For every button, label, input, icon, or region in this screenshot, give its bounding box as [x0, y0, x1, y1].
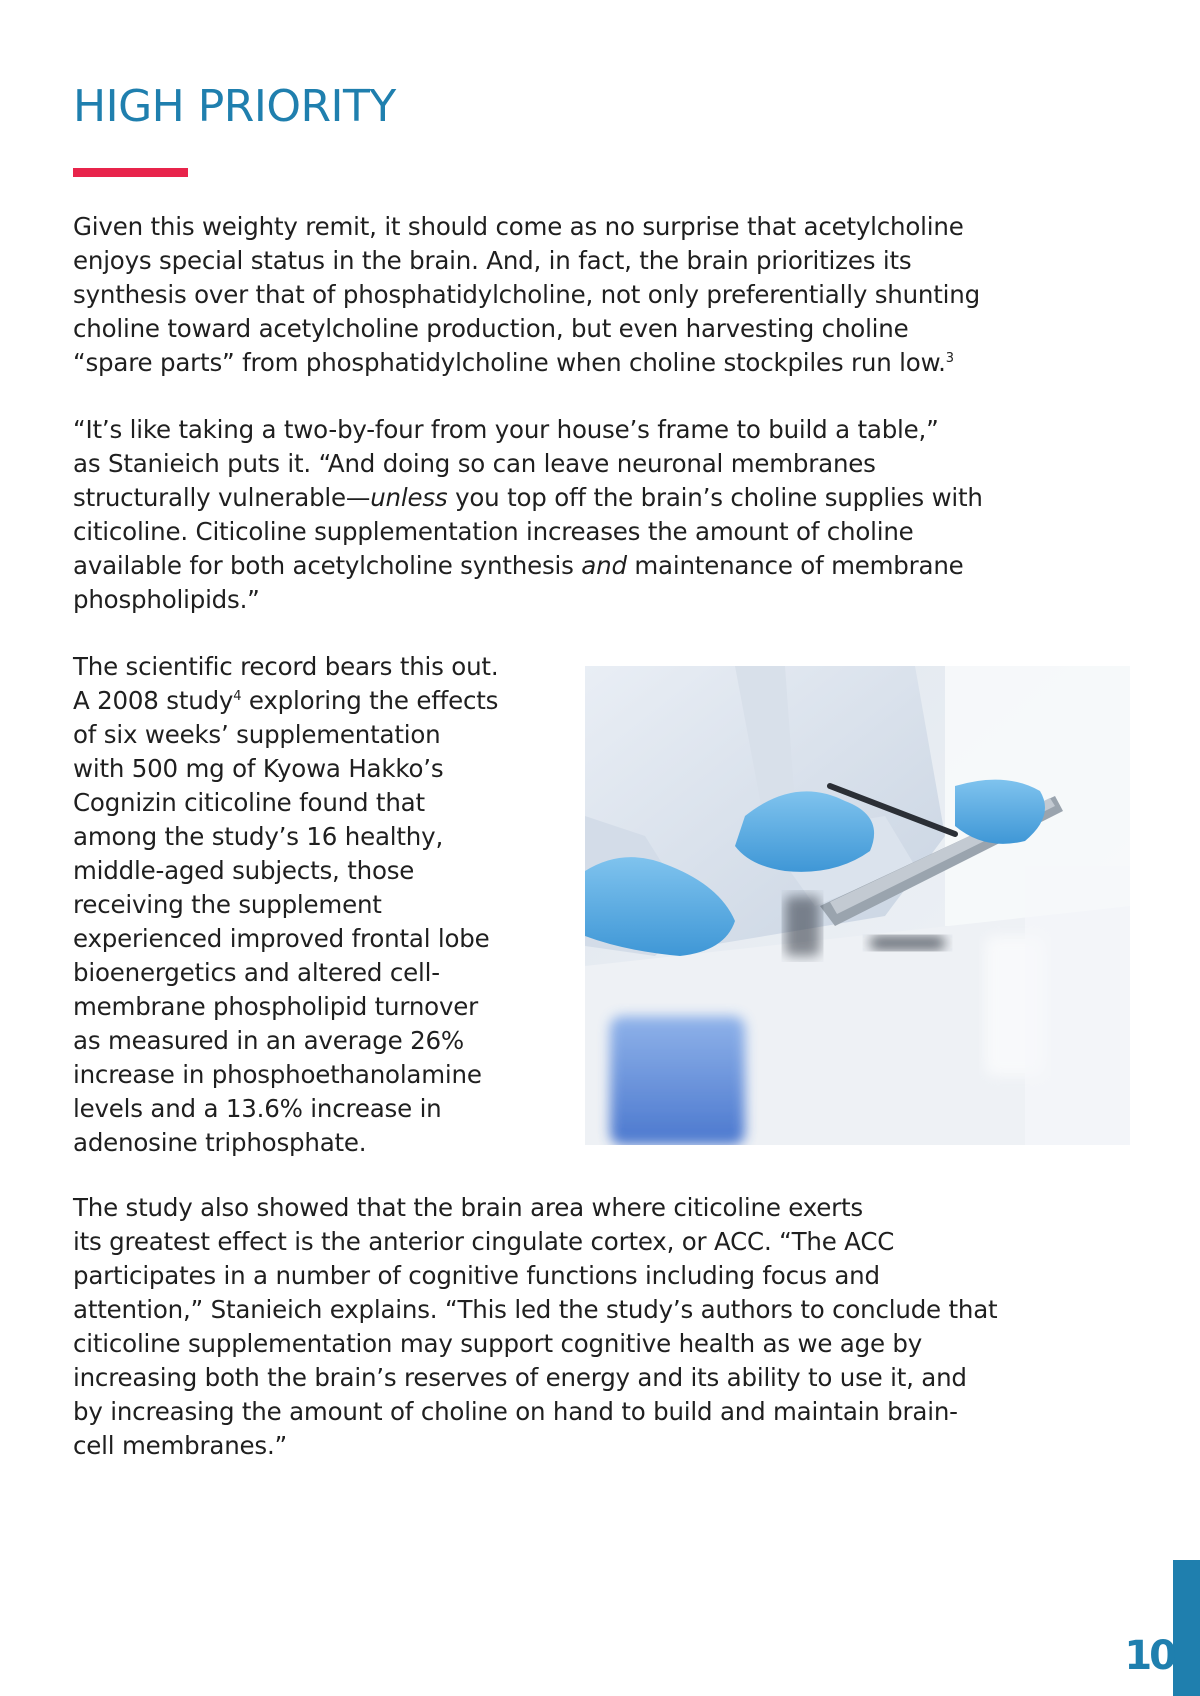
text-line: Cognizin citicoline found that: [73, 788, 425, 817]
paragraph-acc-findings: [73, 1191, 997, 1463]
text-run: you top off the brain’s choline supplies with: [447, 483, 983, 512]
heading-accent-rule: [73, 168, 188, 177]
text-line: Given this weighty remit, it should come as no surprise that acetylcholine: [73, 212, 964, 241]
section-heading: HIGH PRIORITY: [73, 81, 396, 132]
text-line: with 500 mg of Kyowa Hakko’s: [73, 754, 444, 783]
paragraph-stanieich-quote: [73, 413, 983, 617]
text-line: participates in a number of cognitive functions including focus and: [73, 1261, 880, 1290]
paragraph-2008-study: [73, 650, 498, 1160]
text-line: its greatest effect is the anterior cingulate cortex, or ACC. “The ACC: [73, 1227, 895, 1256]
text-line: increase in phosphoethanolamine: [73, 1060, 482, 1089]
text-line: The study also showed that the brain area where citicoline exerts: [73, 1193, 863, 1222]
lab-scene-illustration: [585, 666, 1130, 1145]
text-line: as Stanieich puts it. “And doing so can leave neuronal membranes: [73, 449, 876, 478]
text-run: available for both acetylcholine synthesis: [73, 551, 582, 580]
text-line: experienced improved frontal lobe: [73, 924, 490, 953]
emphasis-text: and: [581, 551, 627, 580]
text-line: enjoys special status in the brain. And, in fact, the brain prioritizes its: [73, 246, 912, 275]
text-run: A 2008 study: [73, 686, 234, 715]
text-line: citicoline. Citicoline supplementation increases the amount of choline: [73, 517, 914, 546]
text-line: [73, 684, 498, 718]
text-line: middle-aged subjects, those: [73, 856, 415, 885]
text-run: “spare parts” from phosphatidylcholine when choline stockpiles run low.: [73, 348, 946, 377]
text-line: synthesis over that of phosphatidylcholine, not only preferentially shunting: [73, 280, 980, 309]
text-run: exploring the effects: [241, 686, 499, 715]
text-line: as measured in an average 26%: [73, 1026, 464, 1055]
text-line: citicoline supplementation may support cognitive health as we age by: [73, 1329, 923, 1358]
text-line: [73, 549, 983, 583]
footnote-reference: 3: [945, 350, 954, 366]
text-line: by increasing the amount of choline on hand to build and maintain brain-: [73, 1397, 958, 1426]
text-line: receiving the supplement: [73, 890, 382, 919]
text-line: attention,” Stanieich explains. “This led the study’s authors to conclude that: [73, 1295, 998, 1324]
text-line: The scientific record bears this out.: [73, 652, 499, 681]
text-line: adenosine triphosphate.: [73, 1128, 367, 1157]
page-number-tab: [1173, 1560, 1200, 1696]
text-line: phospholipids.”: [73, 585, 260, 614]
text-line: cell membranes.”: [73, 1431, 288, 1460]
text-line: [73, 346, 980, 380]
text-line: membrane phospholipid turnover: [73, 992, 478, 1021]
text-line: of six weeks’ supplementation: [73, 720, 441, 749]
text-line: bioenergetics and altered cell-: [73, 958, 440, 987]
text-line: choline toward acetylcholine production, but even harvesting choline: [73, 314, 909, 343]
page-number: 10: [1124, 1633, 1174, 1679]
text-line: increasing both the brain’s reserves of energy and its ability to use it, and: [73, 1363, 967, 1392]
emphasis-text: unless: [370, 483, 448, 512]
paragraph-choline-priority: [73, 210, 980, 380]
text-run: maintenance of membrane: [626, 551, 964, 580]
text-line: levels and a 13.6% increase in: [73, 1094, 442, 1123]
text-line: [73, 481, 983, 515]
footnote-reference: 4: [233, 688, 242, 704]
text-run: structurally vulnerable—: [73, 483, 371, 512]
text-line: “It’s like taking a two-by-four from your house’s frame to build a table,”: [73, 415, 939, 444]
lab-scientist-photo: [585, 666, 1130, 1145]
text-line: among the study’s 16 healthy,: [73, 822, 444, 851]
